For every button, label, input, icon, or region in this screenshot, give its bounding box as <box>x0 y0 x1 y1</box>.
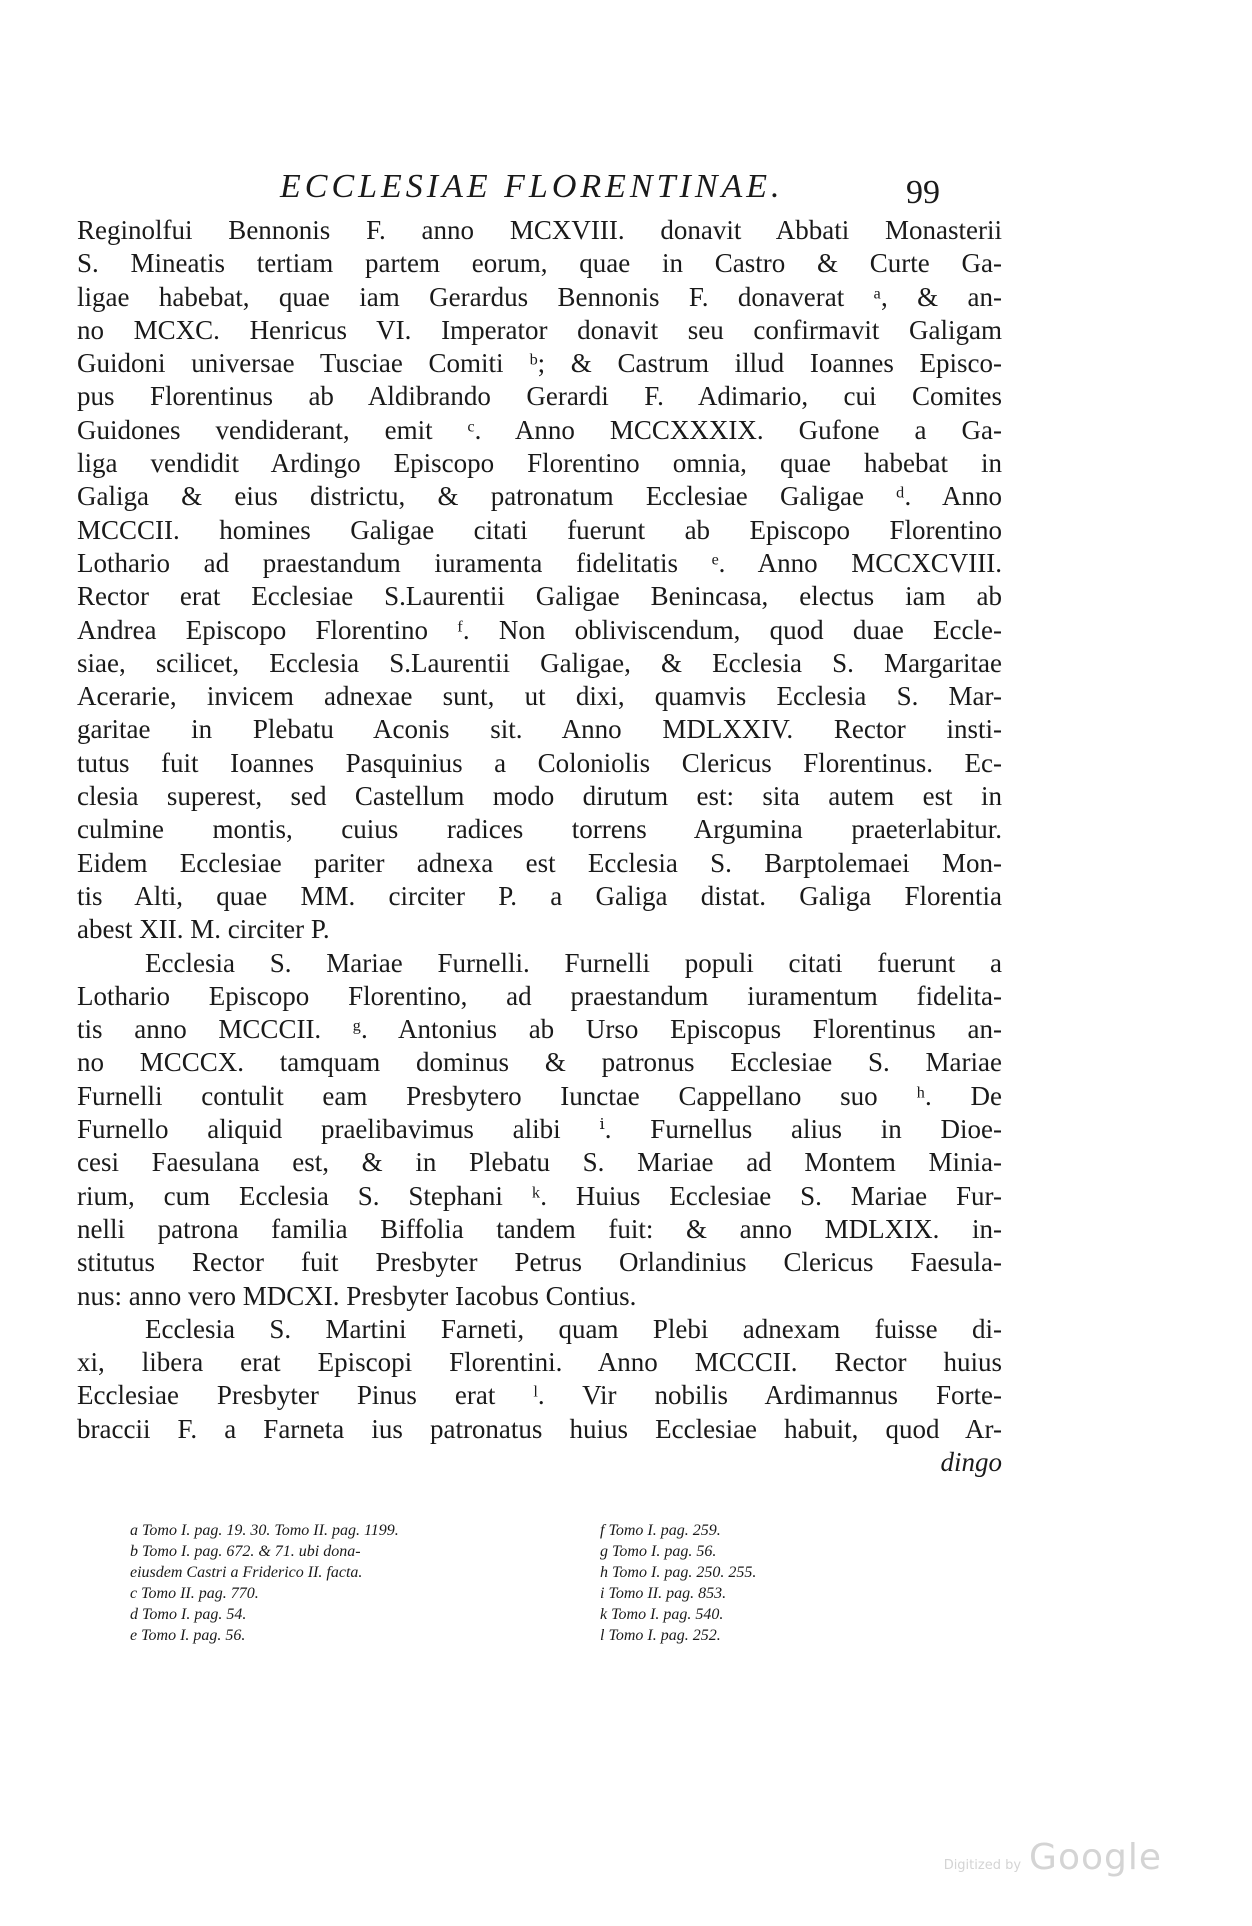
text-line: no MCXC. Henricus VI. Imperator donavit seu confirmavit Galigam <box>77 314 1002 345</box>
text-line: braccii F. a Farneta ius patronatus huius Ecclesiae habuit, quod Ar- <box>77 1413 1002 1444</box>
text-line: Rector erat Ecclesiae S.Laurentii Galigae Benincasa, electus iam ab <box>77 581 1002 612</box>
text-line: Ecclesia S. Martini Farneti, quam Plebi adnexam fuisse di- <box>145 1313 1002 1344</box>
text-line: siae, scilicet, Ecclesia S.Laurentii Galigae, & Ecclesia S. Margaritae <box>77 647 1002 678</box>
text-line: Andrea Episcopo Florentino ᶠ. Non obliviscendum, quod duae Eccle- <box>77 614 1002 645</box>
footnotes-left-column <box>130 1520 560 1646</box>
text-line: xi, libera erat Episcopi Florentini. Anno MCCCII. Rector huius <box>77 1347 1002 1378</box>
text-line: pus Florentinus ab Aldibrando Gerardi F. Adimario, cui Comites <box>77 381 1002 412</box>
text-line: nelli patrona familia Biffolia tandem fuit: & anno MDLXIX. in- <box>77 1213 1002 1244</box>
footnotes <box>100 1520 880 1670</box>
footnote: eiusdem Castri a Friderico II. facta. <box>130 1564 363 1581</box>
text-line: Ecclesiae Presbyter Pinus erat ˡ. Vir nobilis Ardimannus Forte- <box>77 1380 1002 1411</box>
text-line: liga vendidit Ardingo Episcopo Florentino omnia, quae habebat in <box>77 448 1002 479</box>
text-line: tutus fuit Ioannes Pasquinius a Coloniolis Clericus Florentinus. Ec- <box>77 747 1002 778</box>
text-line: Galiga & eius districtu, & patronatum Ecclesiae Galigae ᵈ. Anno <box>77 481 1002 512</box>
text-line: culmine montis, cuius radices torrens Argumina praeterlabitur. <box>77 814 1002 845</box>
text-line: Guidones vendiderant, emit ᶜ. Anno MCCXXXIX. Gufone a Ga- <box>77 414 1002 445</box>
text-line: cesi Faesulana est, & in Plebatu S. Mariae ad Montem Minia- <box>77 1147 1002 1178</box>
text-line: Furnello aliquid praelibavimus alibi ⁱ. Furnellus alius in Dioe- <box>77 1114 1002 1145</box>
text-line: no MCCCX. tamquam dominus & patronus Ecclesiae S. Mariae <box>77 1047 1002 1078</box>
footnote: g Tomo I. pag. 56. <box>600 1543 717 1560</box>
digitization-watermark <box>944 1837 1162 1878</box>
footnote: d Tomo I. pag. 54. <box>130 1606 247 1623</box>
text-line: rium, cum Ecclesia S. Stephani ᵏ. Huius Ecclesiae S. Mariae Fur- <box>77 1180 1002 1211</box>
text-line: nus: anno vero MDCXI. Presbyter Iacobus Contius. <box>77 1280 637 1311</box>
footnote: l Tomo I. pag. 252. <box>600 1627 721 1644</box>
watermark-prefix: Digitized by <box>943 1858 1022 1873</box>
text-line: ligae habebat, quae iam Gerardus Bennonis F. donaverat ᵃ, & an- <box>77 281 1002 312</box>
text-line: tis Alti, quae MM. circiter P. a Galiga distat. Galiga Florentia <box>77 880 1002 911</box>
page-number: 99 <box>906 174 940 211</box>
watermark-brand: Google <box>1029 1837 1162 1878</box>
footnote: e Tomo I. pag. 56. <box>130 1627 246 1644</box>
text-line: garitae in Plebatu Aconis sit. Anno MDLXXIV. Rector insti- <box>77 714 1002 745</box>
text-line: stitutus Rector fuit Presbyter Petrus Orlandinius Clericus Faesula- <box>77 1247 1002 1278</box>
text-line: Ecclesia S. Mariae Furnelli. Furnelli populi citati fuerunt a <box>145 947 1002 978</box>
footnote: c Tomo II. pag. 770. <box>130 1585 259 1602</box>
footnote: b Tomo I. pag. 672. & 71. ubi dona- <box>130 1543 361 1560</box>
footnote: k Tomo I. pag. 540. <box>600 1606 724 1623</box>
text-line: abest XII. M. circiter P. <box>77 914 330 945</box>
text-line: Eidem Ecclesiae pariter adnexa est Ecclesia S. Barptolemaei Mon- <box>77 847 1002 878</box>
text-line: S. Mineatis tertiam partem eorum, quae in Castro & Curte Ga- <box>77 248 1002 279</box>
text-line: Lothario Episcopo Florentino, ad praestandum iuramentum fidelita- <box>77 980 1002 1011</box>
footnotes-right-column <box>600 1520 900 1646</box>
catchword: dingo <box>940 1446 1002 1477</box>
text-line: clesia superest, sed Castellum modo dirutum est: sita autem est in <box>77 781 1002 812</box>
footnote: i Tomo II. pag. 853. <box>600 1585 727 1602</box>
page-header <box>280 168 940 212</box>
text-line: Furnelli contulit eam Presbytero Iunctae Cappellano suo ʰ. De <box>77 1080 1002 1111</box>
running-title: ECCLESIAE FLORENTINAE. <box>280 168 784 205</box>
text-line: Reginolfui Bennonis F. anno MCXVIII. donavit Abbati Monasterii <box>77 215 1002 245</box>
footnote: h Tomo I. pag. 250. 255. <box>600 1564 757 1581</box>
footnote: a Tomo I. pag. 19. 30. Tomo II. pag. 1199. <box>130 1522 399 1539</box>
footnote: f Tomo I. pag. 259. <box>600 1522 721 1539</box>
text-line: tis anno MCCCII. ᵍ. Antonius ab Urso Episcopus Florentinus an- <box>77 1014 1002 1045</box>
body-text <box>77 214 1002 1479</box>
text-line: Acerarie, invicem adnexae sunt, ut dixi, quamvis Ecclesia S. Mar- <box>77 681 1002 712</box>
text-line: Guidoni universae Tusciae Comiti ᵇ; & Castrum illud Ioannes Episco- <box>77 348 1002 379</box>
text-line: MCCCII. homines Galigae citati fuerunt ab Episcopo Florentino <box>77 514 1002 545</box>
text-line: Lothario ad praestandum iuramenta fidelitatis ᵉ. Anno MCCXCVIII. <box>77 547 1002 578</box>
